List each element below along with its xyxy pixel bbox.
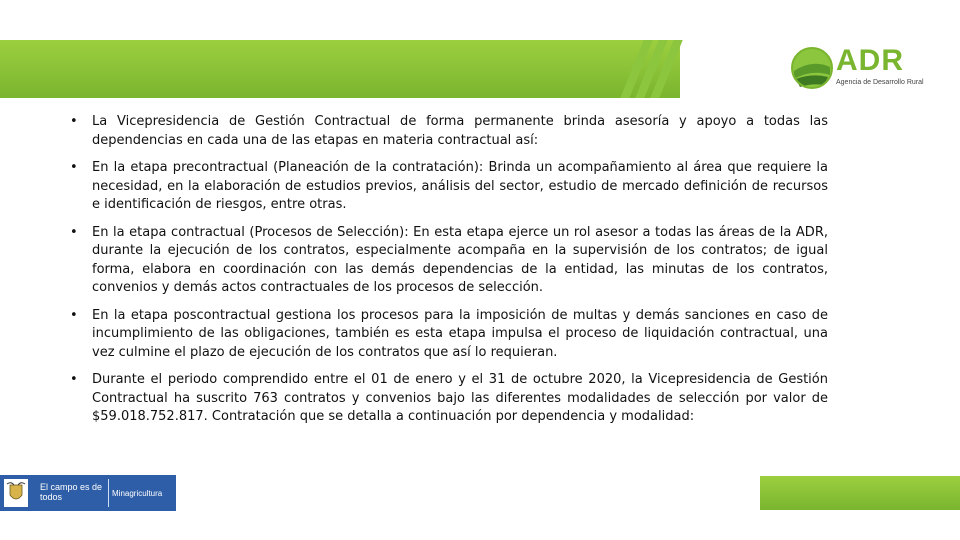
- bullet-text: En la etapa poscontractual gestiona los procesos para la imposición de multas y demás sanciones en caso de incumplimiento de las obligaciones, también es esta etapa impulsa el proceso de liquidación contractual, una vez culmine el plazo de ejecución de los contratos que así lo requieran.: [92, 307, 828, 360]
- logo-wordmark: ADR: [836, 44, 904, 77]
- bullet-item: [70, 113, 828, 150]
- bullet-icon: •: [70, 224, 78, 240]
- coat-of-arms-icon: [4, 479, 28, 507]
- bullet-text: La Vicepresidencia de Gestión Contractual de forma permanente brinda asesoría y apoyo a todas las dependencias en cada una de las etapas en materia contractual así:: [92, 114, 828, 148]
- bullet-item: [70, 307, 828, 363]
- bullet-text: En la etapa contractual (Procesos de Selección): En esta etapa ejerce un rol asesor a todas las áreas de la ADR, durante la ejecución de los contratos, especialmente acompaña en la supervisión de los contratos; de igual forma, elabora en coordinación con las demás dependencias de la entidad, las minutas de los contratos, convenios y demás actos contractuales de los procesos de selección.: [92, 224, 828, 295]
- bullet-item: [70, 224, 828, 298]
- bullet-icon: •: [70, 114, 78, 129]
- bullet-text: Durante el periodo comprendido entre el 01 de enero y el 31 de octubre 2020, la Vicepresidencia de Gestión Contractual ha suscrito 763 contratos y convenios bajo las diferentes modalidades de selección por valor de $59.018.752.817. Contratación que se detalla a continuación por dependencia y modalidad:: [92, 372, 828, 424]
- bullet-icon: •: [70, 160, 78, 175]
- bullet-text: En la etapa precontractual (Planeación de la contratación): Brinda un acompañamiento al área que requiere la necesidad, en la elaboración de estudios previos, análisis del sector, estudio de mercado definición de recursos e identificación de riesgos, entre otras.: [92, 160, 828, 212]
- slogan-text: El campo es de todos: [40, 482, 103, 502]
- ministry-text: Minagricultura: [112, 489, 163, 498]
- bullet-list: [70, 113, 828, 436]
- bullet-icon: •: [70, 372, 78, 387]
- bullet-item: [70, 159, 828, 215]
- header-green-bar: [0, 40, 680, 98]
- bullet-icon: •: [70, 307, 78, 323]
- bullet-item: [70, 371, 828, 427]
- banner-divider: [108, 479, 109, 507]
- logo-subtitle: Agencia de Desarrollo Rural: [836, 79, 924, 86]
- footer-green-bar: [760, 476, 960, 510]
